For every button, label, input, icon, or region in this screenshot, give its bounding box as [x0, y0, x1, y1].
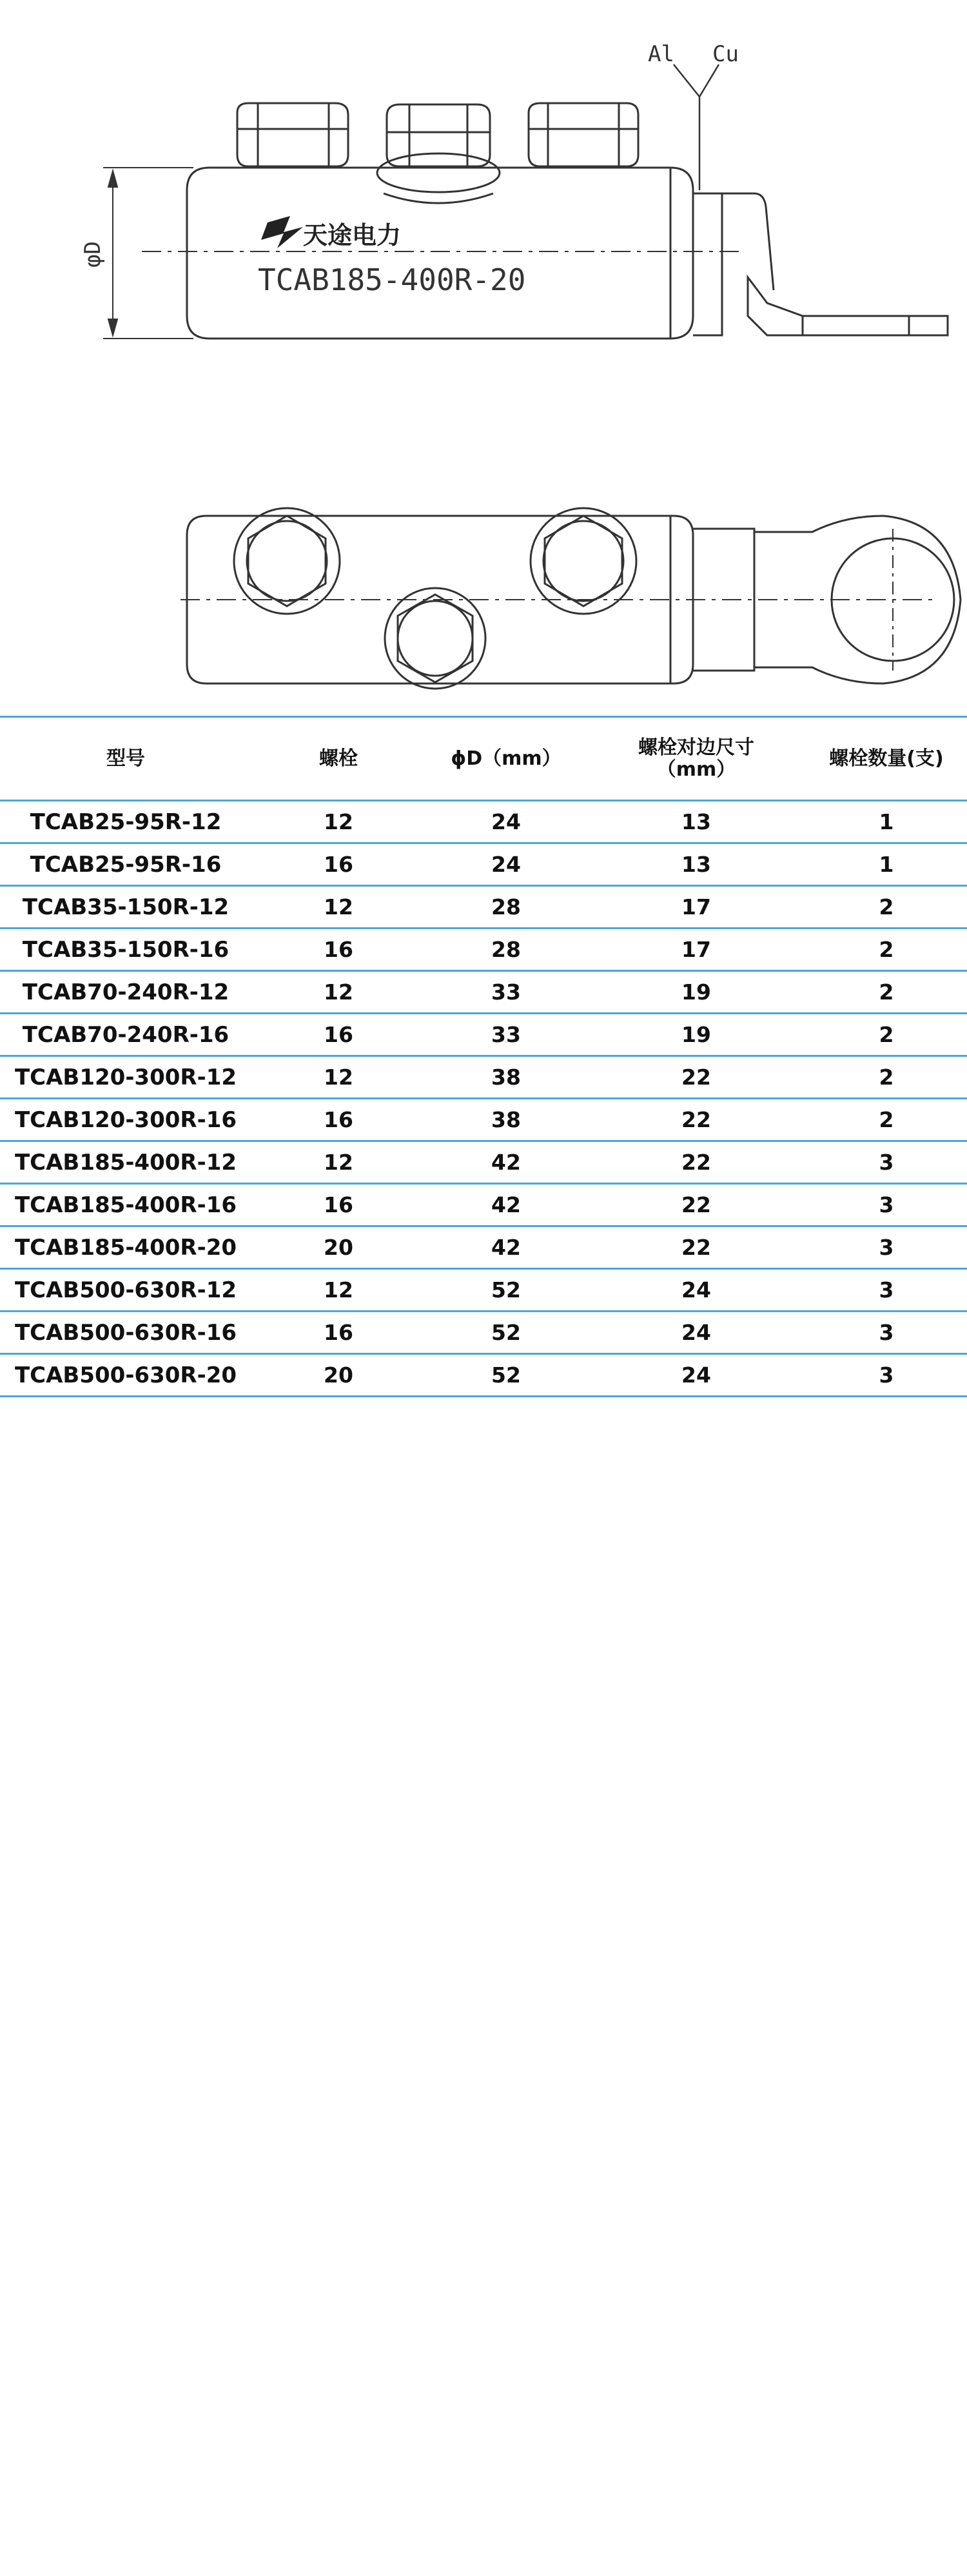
cell-diameter: 24 [425, 843, 587, 886]
cell-across-flats: 22 [587, 1184, 806, 1226]
table-row [0, 886, 967, 929]
table-row [0, 1056, 967, 1099]
side-view [103, 64, 948, 339]
cell-across-flats: 22 [587, 1056, 806, 1099]
header-bolt-across-flats-line2: （mm） [656, 758, 736, 781]
cell-bolt-count: 3 [806, 1312, 967, 1354]
cell-bolt-count: 2 [806, 1099, 967, 1141]
cell-bolt-count: 2 [806, 886, 967, 929]
material-label-cu: Cu [712, 41, 739, 67]
cell-across-flats: 13 [587, 843, 806, 886]
cell-bolt: 16 [251, 1184, 425, 1226]
model-engraving: TCAB185-400R-20 [258, 262, 526, 297]
cell-bolt: 16 [251, 1099, 425, 1141]
connector-barrel [187, 168, 693, 339]
cell-model: TCAB120-300R-16 [0, 1099, 251, 1141]
header-diameter: ϕD（mm） [425, 717, 587, 801]
cell-diameter: 28 [425, 886, 587, 929]
table-header-row [0, 717, 967, 801]
bolt-top-left [234, 508, 340, 614]
material-label-al: Al [648, 41, 674, 67]
brand-logo-mark [261, 216, 303, 248]
bolt-head-center [377, 104, 500, 203]
cell-bolt-count: 2 [806, 971, 967, 1014]
table-row [0, 1269, 967, 1312]
cell-model: TCAB35-150R-16 [0, 929, 251, 971]
cell-diameter: 42 [425, 1141, 587, 1184]
cell-bolt: 12 [251, 1056, 425, 1099]
brand-text: 天途电力 [303, 221, 402, 250]
cell-across-flats: 13 [587, 801, 806, 843]
cell-across-flats: 24 [587, 1354, 806, 1397]
bolt-top-right [531, 508, 636, 614]
table-row [0, 1354, 967, 1397]
cell-bolt-count: 2 [806, 1056, 967, 1099]
cell-bolt-count: 2 [806, 929, 967, 971]
spec-table [0, 716, 967, 1397]
diameter-label: φD [80, 241, 106, 268]
cell-bolt: 12 [251, 971, 425, 1014]
cell-bolt: 16 [251, 929, 425, 971]
cell-diameter: 42 [425, 1226, 587, 1269]
top-view [181, 508, 961, 689]
table-row [0, 1226, 967, 1269]
table-row [0, 843, 967, 886]
cell-bolt: 16 [251, 1014, 425, 1056]
cell-bolt: 16 [251, 1312, 425, 1354]
cell-diameter: 52 [425, 1354, 587, 1397]
header-bolt: 螺栓 [251, 717, 425, 801]
bolt-top-center [385, 588, 485, 689]
cell-model: TCAB185-400R-16 [0, 1184, 251, 1226]
cell-bolt: 12 [251, 801, 425, 843]
header-bolt-count: 螺栓数量(支) [806, 717, 967, 801]
cell-model: TCAB120-300R-12 [0, 1056, 251, 1099]
cell-bolt-count: 3 [806, 1184, 967, 1226]
table-row [0, 801, 967, 843]
cell-model: TCAB70-240R-16 [0, 1014, 251, 1056]
cell-across-flats: 22 [587, 1099, 806, 1141]
material-pointer [674, 64, 719, 190]
terminal-palm [748, 277, 948, 335]
cell-across-flats: 24 [587, 1312, 806, 1354]
cell-bolt-count: 2 [806, 1014, 967, 1056]
cell-diameter: 52 [425, 1269, 587, 1312]
cell-diameter: 52 [425, 1312, 587, 1354]
cell-diameter: 28 [425, 929, 587, 971]
cell-bolt: 12 [251, 886, 425, 929]
bolt-head-left [237, 103, 348, 166]
table-row [0, 1141, 967, 1184]
bolt-head-right [529, 103, 638, 166]
cell-bolt-count: 3 [806, 1269, 967, 1312]
table-row [0, 929, 967, 971]
header-bolt-across-flats-line1: 螺栓对边尺寸 [638, 736, 754, 759]
cell-across-flats: 17 [587, 886, 806, 929]
cell-diameter: 33 [425, 1014, 587, 1056]
cell-across-flats: 22 [587, 1141, 806, 1184]
cell-bolt-count: 3 [806, 1226, 967, 1269]
cell-bolt: 12 [251, 1141, 425, 1184]
cell-across-flats: 19 [587, 1014, 806, 1056]
cell-model: TCAB185-400R-12 [0, 1141, 251, 1184]
cell-model: TCAB35-150R-12 [0, 886, 251, 929]
cell-across-flats: 17 [587, 929, 806, 971]
table-row [0, 1014, 967, 1056]
cell-model: TCAB500-630R-12 [0, 1269, 251, 1312]
cell-across-flats: 24 [587, 1269, 806, 1312]
cell-bolt: 12 [251, 1269, 425, 1312]
cell-model: TCAB185-400R-20 [0, 1226, 251, 1269]
diameter-dimension [103, 168, 193, 339]
cell-model: TCAB500-630R-16 [0, 1312, 251, 1354]
cell-diameter: 38 [425, 1056, 587, 1099]
cell-diameter: 24 [425, 801, 587, 843]
cell-bolt-count: 1 [806, 843, 967, 886]
table-row [0, 1184, 967, 1226]
table-row [0, 971, 967, 1014]
cell-across-flats: 22 [587, 1226, 806, 1269]
cell-bolt-count: 1 [806, 801, 967, 843]
cell-diameter: 33 [425, 971, 587, 1014]
cell-bolt-count: 3 [806, 1354, 967, 1397]
cell-model: TCAB500-630R-20 [0, 1354, 251, 1397]
header-model: 型号 [0, 717, 251, 801]
technical-drawing [0, 0, 967, 709]
cell-across-flats: 19 [587, 971, 806, 1014]
cell-bolt-count: 3 [806, 1141, 967, 1184]
cell-diameter: 42 [425, 1184, 587, 1226]
cell-model: TCAB25-95R-12 [0, 801, 251, 843]
header-bolt-across-flats [587, 717, 806, 801]
cell-diameter: 38 [425, 1099, 587, 1141]
cell-bolt: 20 [251, 1354, 425, 1397]
cell-model: TCAB25-95R-16 [0, 843, 251, 886]
cell-model: TCAB70-240R-12 [0, 971, 251, 1014]
cell-bolt: 16 [251, 843, 425, 886]
table-row [0, 1099, 967, 1141]
cell-bolt: 20 [251, 1226, 425, 1269]
table-row [0, 1312, 967, 1354]
